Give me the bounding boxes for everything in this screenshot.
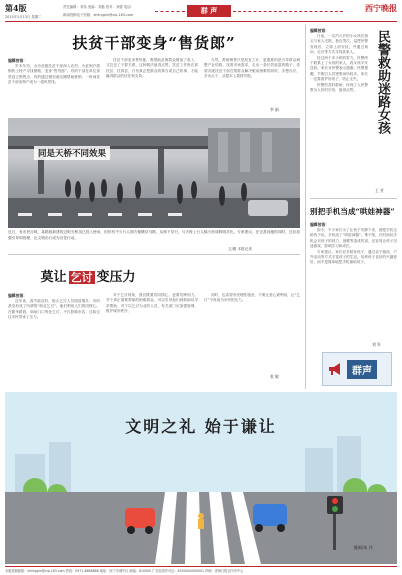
paragraph: 近年来，春节临近时，街头乞讨人员明显增多，有的甚至形成了所谓的“职业乞讨”。他们利用人们的同情心，在繁华路段、商场门口等处乞讨，不仅影响市容，还给过往市民带来了压力。	[8, 299, 100, 320]
article-body	[310, 34, 368, 194]
divider	[310, 198, 397, 199]
editor-meta: 责任编辑：刘伟 美编：刘磊 校对：刘强 电话：	[63, 5, 135, 9]
article-byline: 编辑按语：	[310, 28, 329, 33]
article-title	[8, 266, 168, 285]
section-title: 群 声	[187, 5, 231, 17]
article-title: 民警救助迷路女孩	[375, 30, 390, 134]
paragraph: 岁末年初，全市各级扶贫干部深入农村，为贫困户滞销的土特产寻找销路，变身“售货郎”。有的干部在单位食堂设立销售点，有的通过微信朋友圈帮助推销，一时间扶贫干部卖特产成为一道风景线。	[8, 64, 100, 85]
paragraph: 对于乞讨现象，我们既要有同情心，更要有辨别力。对于真正需要帮助的困难群众，可以引导他们到救助站寻求帮助；对于以乞讨为业的人员，有关部门应加强管理，维护城市秩序。	[106, 293, 198, 314]
illustration-banner	[5, 392, 397, 564]
title-prefix: 莫让	[40, 270, 67, 285]
article-author: 刘 军	[372, 342, 381, 347]
divider	[8, 254, 300, 255]
article-author: 张 敏	[270, 374, 279, 379]
article-body	[310, 228, 397, 340]
article-byline: 编辑按语：	[310, 222, 329, 227]
photo-credit: 文/图 本报记者	[228, 247, 252, 251]
article-body	[204, 293, 300, 373]
article-body	[106, 58, 198, 112]
issue-date: 2015年1月13日 星期二	[5, 15, 42, 19]
page-number: 第4版	[5, 3, 27, 13]
article-body	[106, 293, 198, 379]
article-title: 别把手机当成“哄娃神器”	[310, 207, 395, 216]
footer-info: 本版投稿邮箱：zhlingpin@vip.163.com 热线：0971-8888888 地址：西宁市城中区 邮编：810000 广告经营许可证：6300004000001 印刷：青海日报社印务中心	[5, 569, 244, 573]
email-line: 新闻投稿电子信箱：zhlingpin@vip.163.com	[63, 13, 134, 17]
article-author: 李 娟	[270, 107, 279, 112]
paragraph: 如今，不少家长为了让孩子安静下来，便把手机交给孩子玩，手机成了“哄娃神器”。殊不知，长时间玩手机会对孩子的视力、颈椎等造成伤害，还容易让孩子沉迷游戏，影响学习和成长。	[310, 228, 397, 249]
paragraph: 经过两个多小时的努力，民警终于联系上了女孩的家人，将女孩平安送回。家长对民警表示感谢。民警提醒，节假日人员密集场所较多，家长一定要看护好孩子，防止走失。	[310, 55, 368, 82]
paragraph: 专家建议，家长应多陪伴孩子，通过亲子阅读、户外活动等方式丰富孩子的生活，培养孩子良好的兴趣爱好，而不是简单地把手机塞给孩子。	[310, 249, 397, 265]
title-highlight: 乞讨	[70, 271, 93, 284]
paragraph: 当然，帮助销售只是权宜之计，更重要的是引导群众调整产业结构，找准市场需求，走出一条长效致富的路子。希望各级扶贫干部在帮群众解决眼前困难的同时，多想办法、多出点子，从根本上拔掉穷根。	[204, 58, 300, 79]
title-suffix: 变压力	[96, 270, 136, 285]
photo-title: 同是天桥不同效果	[34, 146, 110, 160]
pedestrian-bridge-photo	[8, 118, 300, 228]
article-body	[8, 299, 100, 379]
paragraph: 日前，一名约六岁的小女孩在街头与家人走散，独自哭泣。巡逻民警发现后，立即上前安抚，并通过询问、走访等方式寻找其家人。	[310, 34, 368, 55]
photo-caption: 近日，有市民反映，某路段新建的过街天桥虽已投入使用，但仍有不少行人图方便横穿马路，从桥下穿行，与天桥上行人稀少形成鲜明对比。专家建议，在完善设施的同时，还应加强引导和管理，让文明出行成为自觉行动。	[8, 230, 300, 240]
header-rule	[5, 21, 397, 22]
paragraph: 扶贫干部变身售货郎，既帮助贫困群众增加了收入，又拉近了干群关系，这种做法值得点赞。扶贫工作贵在真扶贫、扶真贫，只有真正把群众的事当成自己的事，才能赢得群众的信任和支持。	[106, 58, 198, 79]
article-title: 扶贫干部变身“售货郎”	[72, 34, 236, 52]
page-header	[5, 3, 397, 21]
banner-title: 文明之礼 始于谦让	[125, 417, 277, 436]
newspaper-logo: 西宁晚报	[365, 3, 397, 13]
paragraph: 民警的及时救助，体现了人民警察为人民的宗旨，值得点赞。	[310, 82, 368, 93]
photo-frame	[8, 118, 300, 228]
article-body	[8, 64, 100, 112]
section-box-label: 群声	[347, 360, 377, 379]
banner-credit: 漫画/朱 丹	[353, 545, 373, 550]
article-byline: 编辑按语：	[8, 58, 27, 63]
article-author: 王 芳	[375, 188, 384, 193]
article-byline: 编辑按语：	[8, 293, 27, 298]
footer-rule	[5, 566, 397, 567]
megaphone-icon	[327, 361, 343, 381]
header-dash-right	[233, 11, 343, 12]
article-body	[204, 58, 300, 106]
column-rule	[305, 24, 306, 389]
paragraph: 同时，也希望市民理性施舍，不要让爱心被利用，让“乞讨”不再成为市民的压力。	[204, 293, 300, 303]
section-box	[322, 352, 392, 386]
header-dash-left	[155, 11, 185, 12]
